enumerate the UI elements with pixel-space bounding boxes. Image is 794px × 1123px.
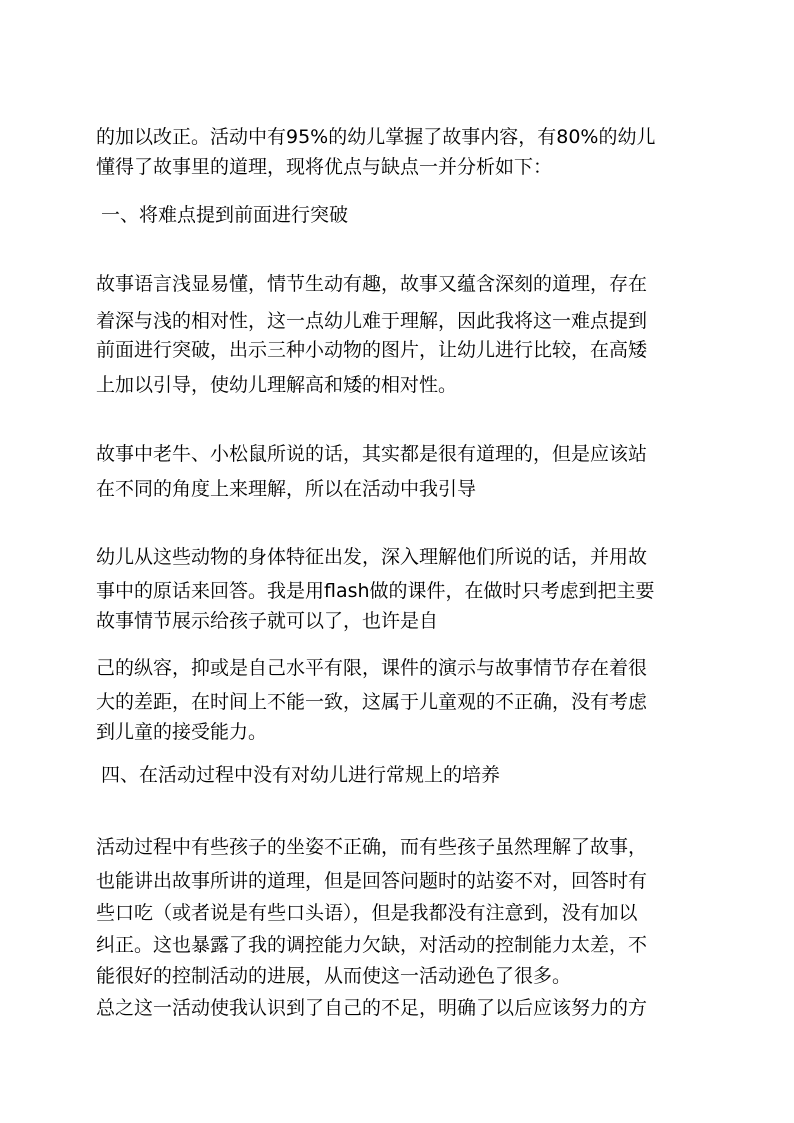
section-heading: 一、将难点提到前面进行突破: [101, 204, 349, 226]
paragraph-line: 懂得了故事里的道理，现将优点与缺点一并分析如下：: [96, 156, 553, 178]
paragraph-line: 着深与浅的相对性，这一点幼儿难于理解，因此我将这一难点提到: [96, 310, 648, 332]
paragraph-line: 幼儿从这些动物的身体特征出发，深入理解他们所说的话，并用故: [96, 546, 648, 568]
paragraph-line: 在不同的角度上来理解，所以在活动中我引导: [96, 478, 477, 500]
paragraph-line: 总之这一活动使我认识到了自己的不足，明确了以后应该努力的方: [96, 997, 648, 1019]
paragraph-line: 些口吃（或者说是有些口头语），但是我都没有注意到，没有加以: [96, 902, 638, 924]
paragraph-line: 故事中老牛、小松鼠所说的话，其实都是很有道理的，但是应该站: [96, 443, 648, 465]
paragraph-line: 活动过程中有些孩子的坐姿不正确，而有些孩子虽然理解了故事，: [96, 836, 648, 858]
paragraph-line: 能很好的控制活动的进展，从而使这一活动逊色了很多。: [96, 965, 572, 987]
paragraph-line: 己的纵容，抑或是自己水平有限，课件的演示与故事情节存在着很: [96, 657, 648, 679]
paragraph-line: 故事语言浅显易懂，情节生动有趣，故事又蕴含深刻的道理，存在: [96, 273, 648, 295]
paragraph-line: 的加以改正。活动中有95%的幼儿掌握了故事内容，有80%的幼儿: [96, 126, 656, 148]
paragraph-line: 上加以引导，使幼儿理解高和矮的相对性。: [96, 374, 458, 396]
paragraph-line: 纠正。这也暴露了我的调控能力欠缺，对活动的控制能力太差，不: [96, 934, 648, 956]
paragraph-line: 故事情节展示给孩子就可以了，也许是自: [96, 610, 439, 632]
section-heading: 四、在活动过程中没有对幼儿进行常规上的培养: [101, 764, 501, 786]
paragraph-line: 也能讲出故事所讲的道理，但是回答问题时的站姿不对，回答时有: [96, 870, 648, 892]
paragraph-line: 到儿童的接受能力。: [96, 721, 268, 743]
paragraph-line: 事中的原话来回答。我是用flash做的课件，在做时只考虑到把主要: [96, 580, 655, 602]
paragraph-line: 前面进行突破，出示三种小动物的图片，让幼儿进行比较，在高矮: [96, 339, 648, 361]
paragraph-line: 大的差距，在时间上不能一致，这属于儿童观的不正确，没有考虑: [96, 691, 648, 713]
